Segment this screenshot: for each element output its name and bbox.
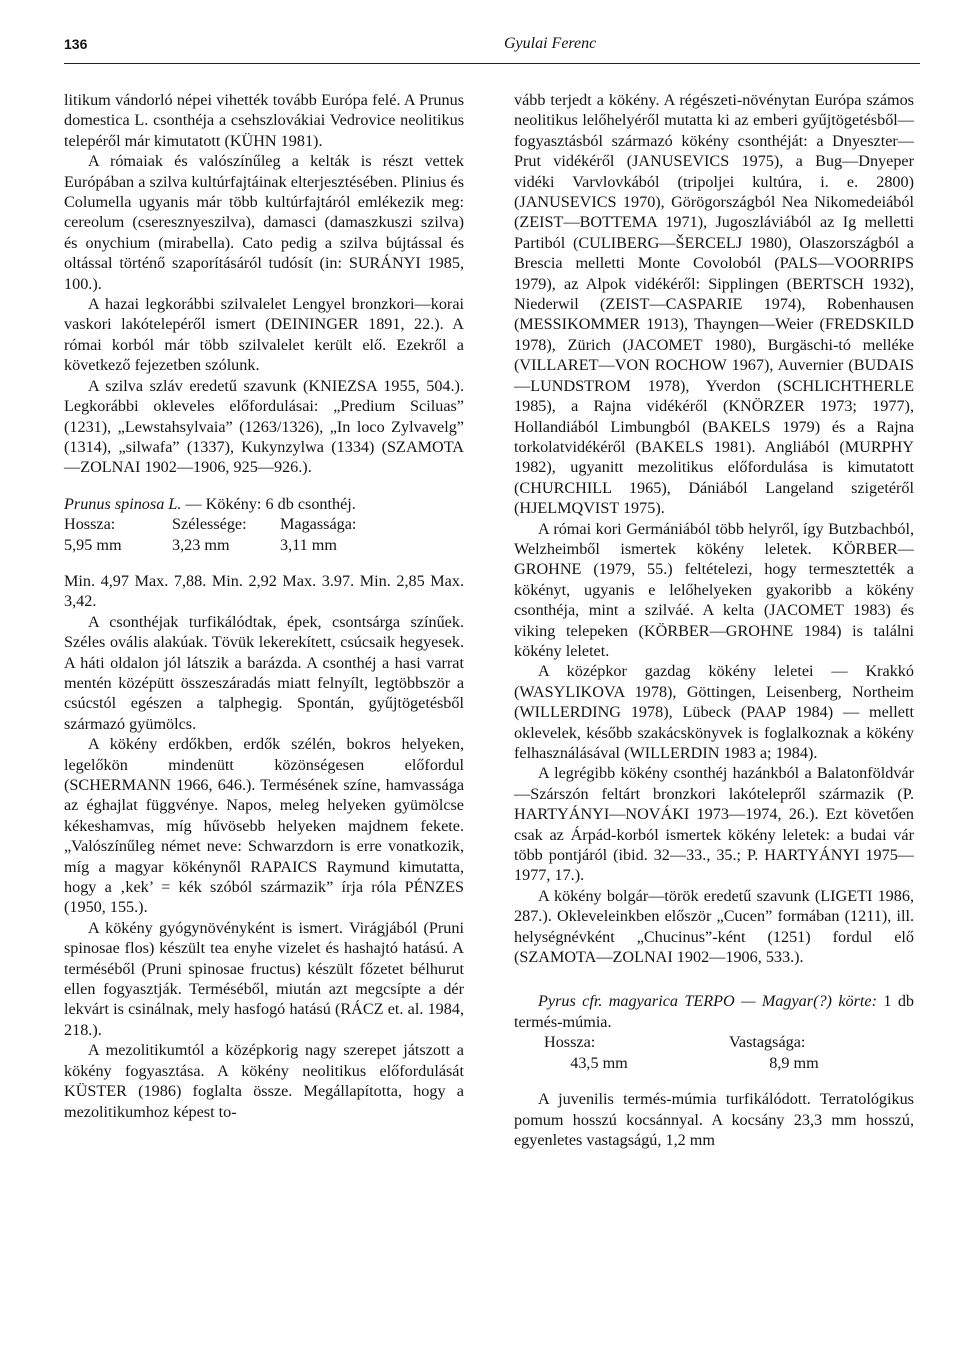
spacer [514, 967, 914, 983]
measure-value: 5,95 mm [64, 535, 122, 554]
paragraph: A középkor gazdag kökény leletei — Krakkó (WASYLIKOVA 1978), Göttingen, Leisenberg, Northeim (WILLERDING 1978), Lübeck (PAAP 1984) — mellett oklevelek, később szakácskönyvek is foglalkoznak a kökény felhasználásával (WILLERDIN 1983 a; 1984). [514, 662, 914, 762]
species-heading [514, 991, 914, 1032]
species-latin-name: Prunus spinosa L. [64, 494, 182, 513]
measure-header: Magassága: [280, 515, 357, 534]
measure-value: 3,23 mm [172, 535, 230, 554]
paragraph: A kökény erdőkben, erdők szélén, bokros helyeken, legelőkön mindenütt közönségesen előfordul (SCHERMANN 1966, 646.). Termésének színe, hamvassága az éghajlat függvénye. Napos, meleg helyeken gyümölcse kékeshamvas, míg hűvösebb helyeken majdnem fekete. „Valószínűleg német neve: Schwarzdorn is erre vonatkozik, míg a magyar kökénynől RAPAICS Raymund kimutatta, hogy a ‚kek’ = kék szóból származik” írja róla PÉNZES (1950, 155.). [64, 735, 464, 917]
measurement-table [514, 1032, 914, 1073]
paragraph: A rómaiak és valószínűleg a kelták is részt vettek Európában a szilva kultúrfajtáinak elterjesztésében. Plinius és Columella ugyanis már több kultúrfajtáról emlékezik meg: cereolum (cseresznyeszilva), damasci (damaszkuszi szilva) és onychium (mirabella). Cato pedig a szilva bújtással és oltással történő szaporításáról tudósít (in: SURÁNYI 1985, 100.). [64, 152, 464, 293]
measure-header: Szélessége: [172, 515, 247, 534]
page-header [64, 30, 920, 60]
measure-header: Vastagsága: [729, 1033, 806, 1052]
measurement-table [64, 514, 464, 555]
paragraph: A csonthéjak turfikálódtak, épek, csontsárga színűek. Széles ovális alakúak. Tövük lekerekített, csúcsaik hegyesek. A háti oldalon jól látszik a barázda. A csonthéj a hasi varrat mentén középütt összeszáradás miatt felnyílt, legtöbbször a csúcstól egészen a talphegig. Spontán, gyűjtögetésből származó gyümölcs. [64, 612, 464, 733]
running-head: Gyulai Ferenc [504, 35, 597, 52]
measure-header: Hossza: [544, 1033, 596, 1052]
min-max-values: Min. 4,97 Max. 7,88. Min. 2,92 Max. 3.97. Min. 2,85 Max. 3,42. [64, 571, 464, 611]
measurement-header-row [544, 1032, 914, 1052]
measurement-value-row [64, 535, 464, 555]
measure-value: 3,11 mm [280, 535, 337, 554]
left-column [64, 90, 464, 1122]
spacer [514, 983, 914, 991]
paragraph: A juvenilis termés-múmia turfikálódott. Terratológikus pomum hosszú kocsánnyal. A kocsány 23,3 mm hosszú, egyenletes vastagságú, 1,2 mm [514, 1090, 914, 1149]
paragraph: A kökény gyógynövényként is ismert. Virágjából (Pruni spinosae flos) készült tea enyhe vizelet és hashajtó hatású. A terméséből (Pruni spinosae fructus) készült főzetet bélhurut ellen fogyasztják. Terméséből, miután azt megcsípte a dér lekvárt is csinálnak, mely hasfogó hatású (RÁCZ et. al. 1984, 218.). [64, 918, 464, 1039]
species-heading [64, 494, 464, 514]
measurement-header-row [64, 514, 464, 534]
paragraph: A kökény bolgár—török eredetű szavunk (LIGETI 1986, 287.). Okleveleinkben először „Cucen” formában (1211), ill. helységnévként „Chucinus”-ként (1251) fordul elő (SZAMOTA—ZOLNAI 1902—1906, 533.). [514, 886, 914, 967]
right-column [514, 90, 914, 1150]
spacer [64, 478, 464, 494]
measure-value: 43,5 mm [570, 1053, 628, 1072]
page-number: 136 [64, 36, 88, 52]
paragraph: A római kori Germániából több helyről, így Butzbachból, Welzheimből ismertek kökény leletek. KÖRBER—GROHNE (1979, 55.) feltételezi, hogy termesztették a kökényt, ugyanis e lelőhelyeken gyakoribb a kökény csonthéja, mint a szilváé. A kelta (JACOMET 1983) és viking telepeken (KÖRBER—GROHNE 1984) is találni kökény leletet. [514, 519, 914, 660]
species-common-name: — Kökény: 6 db csonthéj. [181, 494, 356, 513]
paragraph: A legrégibb kökény csonthéj hazánkból a Balatonföldvár—Szárszón feltárt bronzkori lakótelepről származik (P. HARTYÁNYI—NOVÁKI 1973—1974, 26.). Ezt követően csak az Árpád-korból ismertek kökény leletek: a budai vár több pontjáról (ibid. 32—33., 35.; P. HARTYÁNYI 1975—1977, 17.). [514, 764, 914, 885]
paragraph: A mezolitikumtól a középkorig nagy szerepet játszott a kökény fogyasztása. A kökény neolitikus előfordulását KÜSTER (1986) foglalta össze. Megállapította, hogy a mezolitikumhoz képest to- [64, 1041, 464, 1121]
measure-value: 8,9 mm [769, 1053, 819, 1072]
paragraph: litikum vándorló népei vihették tovább Európa felé. A Prunus domestica L. csonthéja a csehszlovákiai Vedrovice neolitikus telepéről már kimutatott (KÜHN 1981). [64, 91, 464, 150]
spacer [514, 1073, 914, 1089]
header-rule [64, 63, 920, 64]
measure-header: Hossza: [64, 515, 116, 534]
spacer [64, 555, 464, 571]
paragraph: vább terjedt a kökény. A régészeti-növénytan Európa számos neolitikus lelőhelyéről mutatta ki az emberi gyűjtögetésből—fogyasztásból származó kökény csonthéját: a Dnyeszter—Prut vidékéről (JANUSEVICS 1975), a Bug—Dnyeper vidéki Varvlovkából (tripoljei kultúra, i. e. 2800) (JANUSEVICS 1970), Görögországból Nea Nikomedeiából (ZEIST—BOTTEMA 1971), Jugoszláviából az Ig melletti Partiból (CULIBERG—ŠERCELJ 1980), Olaszországból a Brescia melletti Monte Covoloból (PALS—VOORRIPS 1979), az Alpok vidékéről: Sipplingen (BERTSCH 1932), Niederwil (ZEIST—CASPARIE 1974), Robenhausen (MESSIKOMMER 1913), Thayngen—Weier (FREDSKILD 1978), Zürich (JACOMET 1980), Burgäschi-tó melléke (VILLARET—VON ROCHOW 1967), Auvernier (BUDAIS—LUNDSTROM 1978), Yverdon (SCHLICHTHERLE 1985), a Rajna vidékéről (KNÖRZER 1973; 1977), Hollandiából Limbungból (BAKELS 1979) és a Rajna torkolatvidékéről (BAKELS 1981). Angliából (MURPHY 1982), ugyanitt mezolitikus előfordulása is kimutatott (CHURCHILL 1965), Dániából Langeland szigetéről (HJELMQVIST 1975). [514, 91, 914, 518]
paragraph: A hazai legkorábbi szilvalelet Lengyel bronzkori—korai vaskori lakótelepéről ismert (DEININGER 1891, 22.). A római korból már több szilvalelet került elő. Ezekről a következő fejezetben szólunk. [64, 295, 464, 375]
paragraph: A szilva szláv eredetű szavunk (KNIEZSA 1955, 504.). Legkorábbi okleveles előfordulásai: „Predium Sciluas” (1231), „Lewstahsylvaia” (1263/1326), „In loco Zylvavelg” (1314), „silwafa” (1337), Kukynzylwa (1334) (SZAMOTA—ZOLNAI 1902—1906, 925—926.). [64, 376, 464, 477]
species-common-name: 1 db termés-múmia. [514, 992, 915, 1031]
species-latin-name: Pyrus cfr. magyarica TERPO — Magyar(?) körte: [538, 992, 877, 1011]
measurement-value-row [544, 1053, 914, 1073]
